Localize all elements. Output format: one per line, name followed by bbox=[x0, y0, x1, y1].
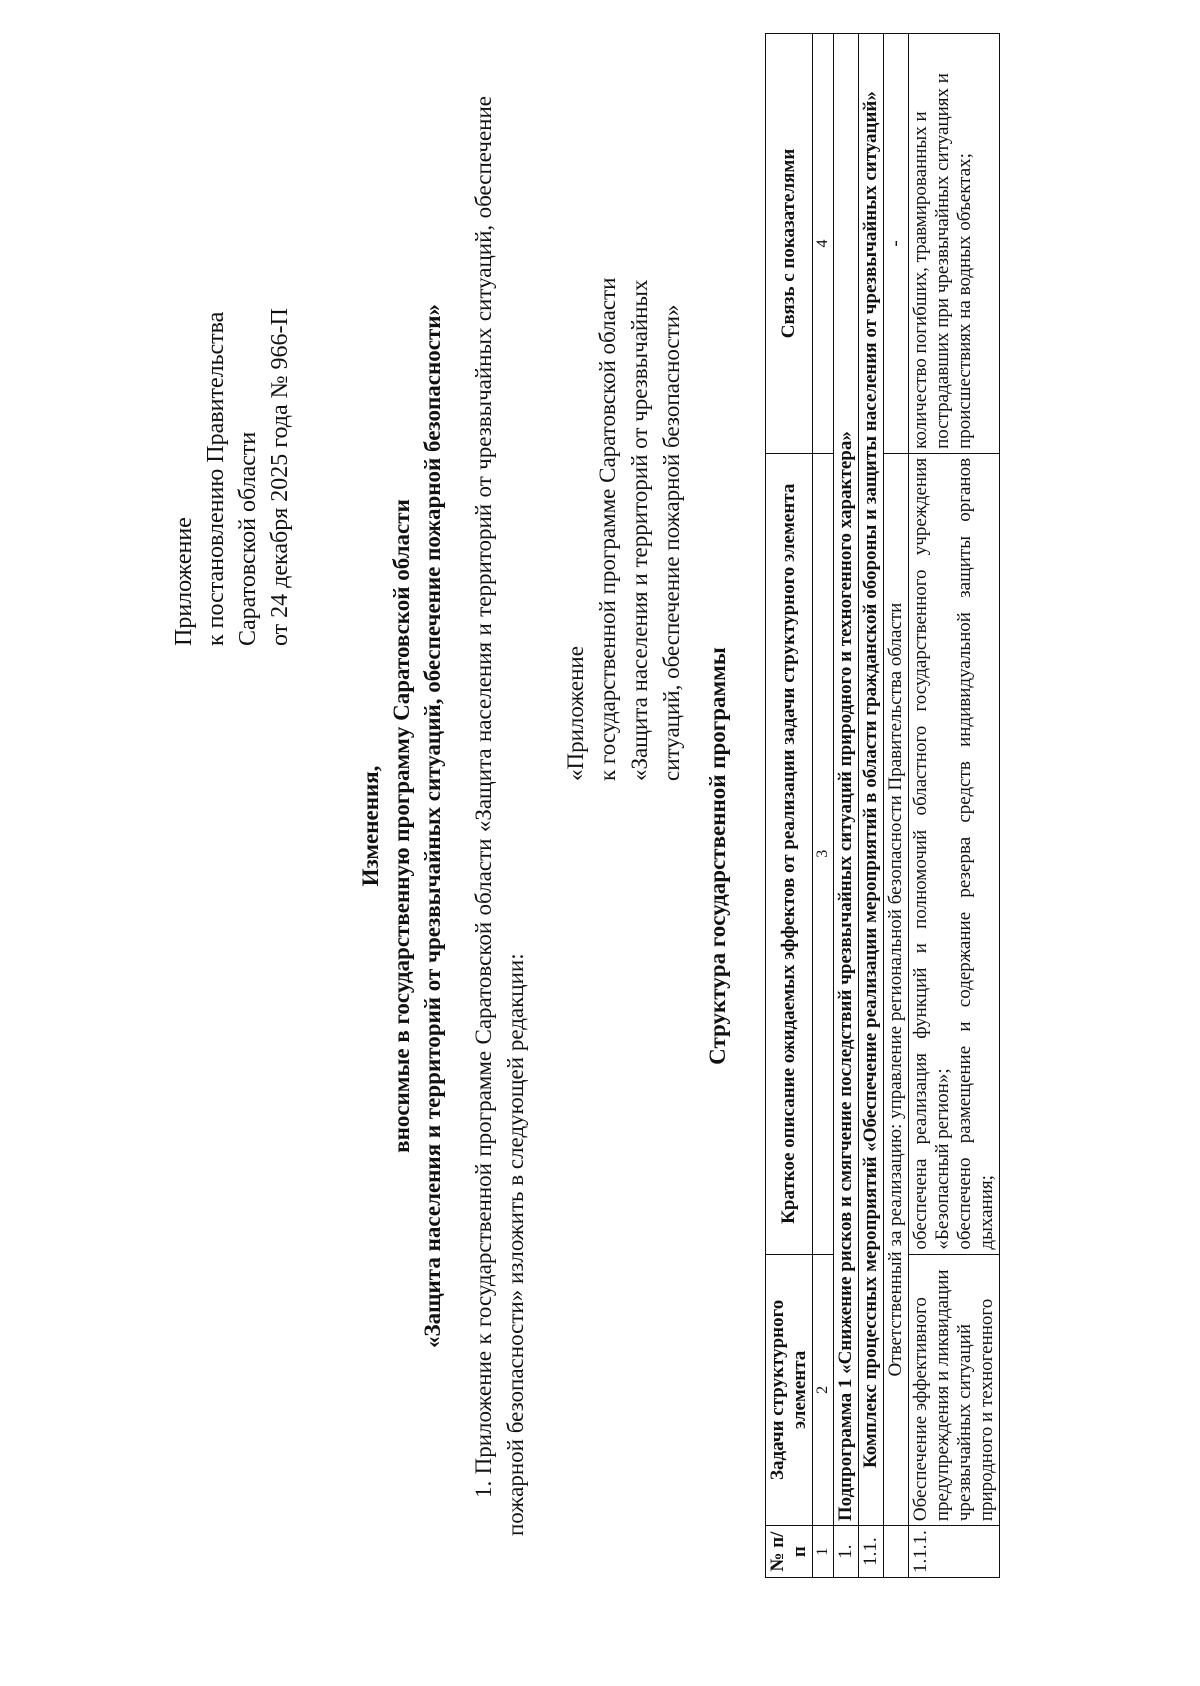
header-desc: Краткое описание ожидаемых эффектов от реализации задачи структурного элемента bbox=[766, 453, 813, 1254]
appendix-header-line: к постановлению Правительства bbox=[203, 311, 229, 646]
column-number: 1 bbox=[813, 1526, 834, 1578]
title-line: Изменения, bbox=[358, 765, 383, 887]
program-appendix-line: «Приложение bbox=[563, 646, 588, 781]
document-title bbox=[355, 216, 448, 1436]
program-appendix-line: «Защита населения и территорий от чрезвычайных bbox=[627, 279, 652, 781]
title-line: «Защита населения и территорий от чрезвычайных ситуаций, обеспечение пожарной безопасности» bbox=[420, 303, 445, 1349]
subprogram-title: Подпрограмма 1 «Снижение рисков и смягчение последствий чрезвычайных ситуаций природного и техногенного характера» bbox=[834, 34, 859, 1526]
appendix-header bbox=[168, 106, 296, 646]
amendment-paragraph bbox=[468, 96, 532, 1536]
program-appendix-line: к государственной программе Саратовской области bbox=[595, 277, 620, 781]
program-appendix-header bbox=[560, 171, 688, 781]
table-row-complex bbox=[859, 34, 884, 1578]
title-line: вносимые в государственную программу Саратовской области bbox=[389, 499, 414, 1153]
responsible-text: Ответственный за реализацию: управление региональной безопасности Правительства области bbox=[884, 453, 909, 1525]
table-row-responsible bbox=[884, 34, 909, 1578]
complex-title: Комплекс процессных мероприятий «Обеспечение реализации мероприятий в области гражданской обороны и защиты населения от чрезвычайных ситуаций» bbox=[859, 34, 884, 1526]
appendix-header-line: от 24 декабря 2025 года № 966-П bbox=[267, 308, 293, 646]
row-number: 1.1.1. bbox=[909, 1526, 1000, 1578]
program-appendix-line: ситуаций, обеспечение пожарной безопасности» bbox=[659, 304, 684, 781]
header-link: Связь с показателями bbox=[766, 34, 813, 454]
column-number: 4 bbox=[813, 34, 834, 454]
table-row-subprogram bbox=[834, 34, 859, 1578]
appendix-header-line: Приложение bbox=[171, 517, 197, 646]
row-number: 1.1. bbox=[859, 1526, 884, 1578]
row-number: 1. bbox=[834, 1526, 859, 1578]
structure-title: Структура государственной программы bbox=[705, 647, 730, 1065]
amendment-paragraph-text: 1. Приложение к государственной программе Саратовской области «Защита населения и территорий от чрезвычайных ситуаций, обеспечение пожарной безопасности» изложить в следующей редакции: bbox=[471, 96, 528, 1536]
column-number: 3 bbox=[813, 453, 834, 1254]
table-row-task bbox=[909, 34, 1000, 1578]
row-number-empty bbox=[884, 1526, 909, 1578]
appendix-header-line: Саратовской области bbox=[235, 431, 261, 646]
task-text: Обеспечение эффективного предупреждения и ликвидации чрезвычайных ситуаций природного и техногенного bbox=[909, 1254, 1000, 1526]
description-item: обеспечена реализация функций и полномочий областного государственного учреждения «Безопасный регион»; bbox=[910, 457, 953, 1250]
task-indicators: количество погибших, травмированных и пострадавших при чрезвычайных ситуациях и происшествиях на водных объектах; bbox=[909, 34, 1000, 454]
responsible-link: - bbox=[884, 34, 909, 454]
header-num: № п/п bbox=[766, 1526, 813, 1578]
column-number-row bbox=[813, 34, 834, 1578]
column-number: 2 bbox=[813, 1254, 834, 1526]
program-structure-table bbox=[765, 33, 1000, 1578]
table-header-row bbox=[766, 34, 813, 1578]
header-task: Задачи структурного элемента bbox=[766, 1254, 813, 1526]
description-item: обеспечено размещение и содержание резерва средств индивидуальной защиты органов дыхания; bbox=[954, 457, 997, 1250]
task-description bbox=[909, 453, 1000, 1254]
